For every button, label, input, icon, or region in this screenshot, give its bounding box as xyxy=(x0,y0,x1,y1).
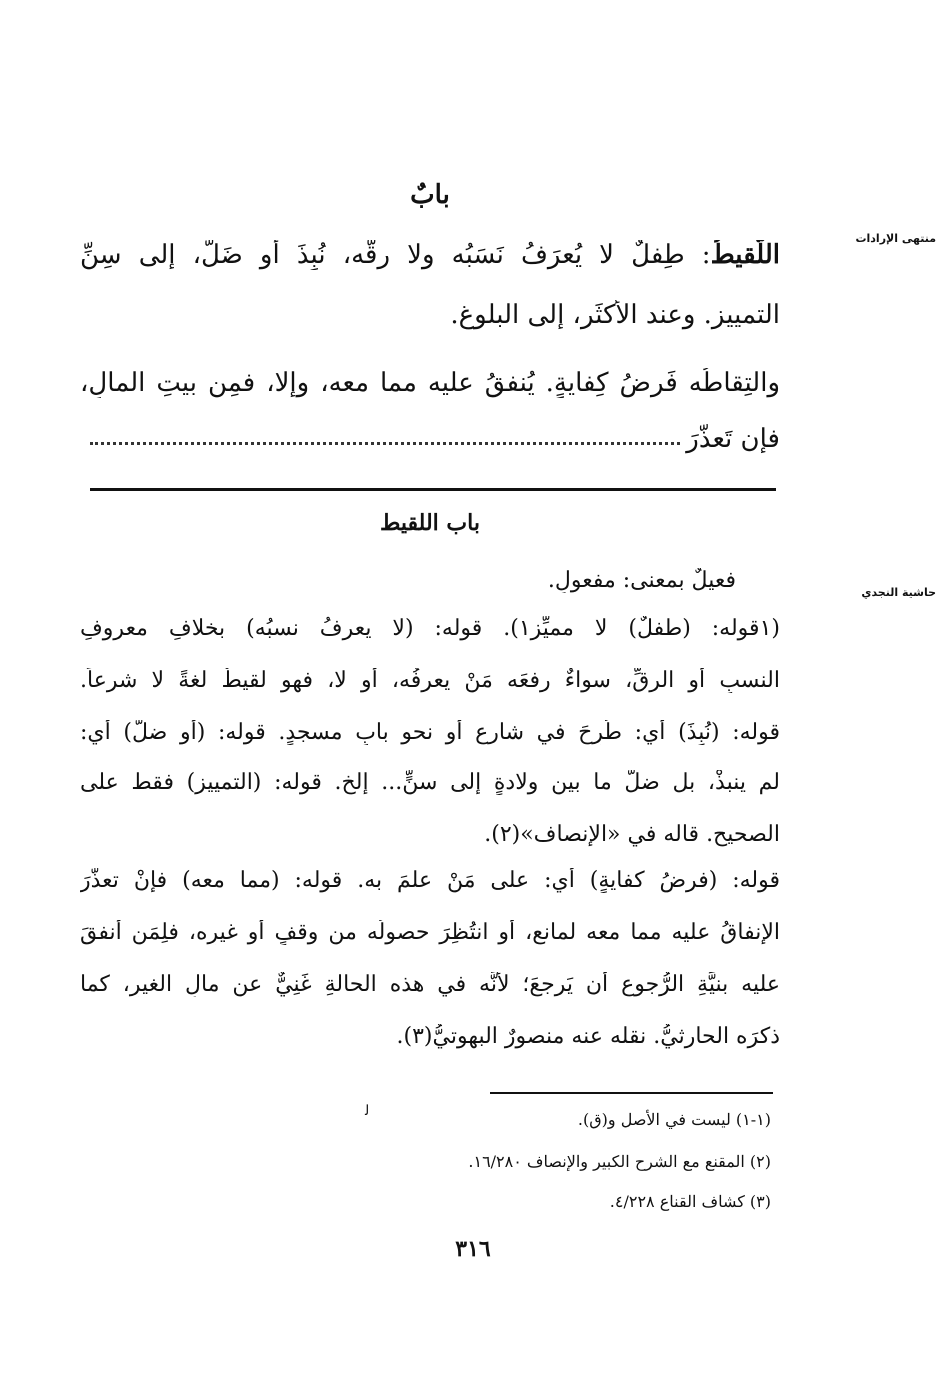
main-heading: بابٌ xyxy=(410,180,450,210)
main-text-line-3 xyxy=(80,368,780,398)
commentary-line-3: النسبِ أو الرقِّ، سواءٌ رفعَه مَنْ يعرفُه، أو لا، فهو لقيطٌ لغةً لا شرعاً. xyxy=(80,668,780,693)
commentary-line-9: عليه بنيَّةِ الرُّجوعِ أن يَرجعَ؛ لأنَّه في هذه الحالةِ غَنِيٌّ عن مالِ الغيرِ، كما xyxy=(80,972,780,997)
main-line-2-text: التمييزِ. وعند الأكثَر، إلى البلوغ. xyxy=(450,300,780,330)
side-label-najdi: حاشية النجدي xyxy=(861,586,936,599)
commentary-line-1: فعيلٌ بمعنى: مفعولٍ. xyxy=(547,568,736,593)
main-line-1-lead: اللَّقيطُ xyxy=(710,240,780,270)
handwritten-mark: ﻟ xyxy=(365,1103,370,1119)
commentary-line-8: الإنفاقُ عليه مما معه لمانعٍ، أو انتُظِرَ حصولُه من وقفٍ أو غيرِه، فلِمَن أنفقَ xyxy=(80,920,780,945)
commentary-line-2: (١قوله: (طفلٌ) لا مميِّز١). قوله: (لا يعرفُ نسبُه) بخلافِ معروفِ xyxy=(80,616,780,641)
footnote-divider xyxy=(490,1092,773,1094)
main-text-line-1 xyxy=(80,240,780,270)
page-number: ٣١٦ xyxy=(455,1236,491,1262)
commentary-line-7: قوله: (فرضُ كفايةٍ) أي: على مَنْ علمَ به. قوله: (مما معه) فإنْ تعذَّرَ xyxy=(80,868,780,893)
commentary-line-6: الصحيح. قاله في «الإنصاف»(٢). xyxy=(484,822,780,847)
section-divider xyxy=(90,488,776,491)
main-text-line-4 xyxy=(80,424,780,454)
footnote-2: (٢) المقنع مع الشرح الكبير والإنصاف ١٦/٢٨٠. xyxy=(468,1152,771,1171)
commentary-heading: باب اللقيط xyxy=(380,510,480,536)
continuation-dots xyxy=(90,440,680,445)
commentary-line-5: لم ينبذْ، بل ضلَّ ما بين ولادةٍ إلى سنٍّ... إلخ. قوله: (التمييز) فقط على xyxy=(80,770,780,795)
footnote-3: (٣) كشاف القناع ٤/٢٢٨. xyxy=(609,1192,771,1211)
main-line-1-text: : طِفلٌ لا يُعرَفُ نَسَبُه ولا رِقُّه، نُبِذَ أو ضَلَّ، إلى سِنِّ xyxy=(80,240,711,270)
commentary-line-4: قوله: (نُبِذَ) أي: طُرِحَ في شارعٍ أو نحوِ بابِ مسجدٍ. قوله: (أو ضلَّ) أي: xyxy=(80,720,780,745)
main-line-4-text: فإن تَعذَّرَ xyxy=(686,424,780,454)
side-label-muntaha: منتهى الإرادات xyxy=(855,232,936,245)
main-text-line-2 xyxy=(80,300,780,330)
footnote-1: (١-١) ليست في الأصل و(ق). xyxy=(577,1110,771,1129)
commentary-line-10: ذكرَه الحارثيُّ. نقله عنه منصورٌ البهوتيُّ(٣). xyxy=(396,1024,780,1049)
main-line-3-text: والتِقاطُه فَرضُ كِفايةٍ. يُنفقُ عليه مما معه، وإلا، فمِن بيتِ المالِ، xyxy=(80,368,780,398)
